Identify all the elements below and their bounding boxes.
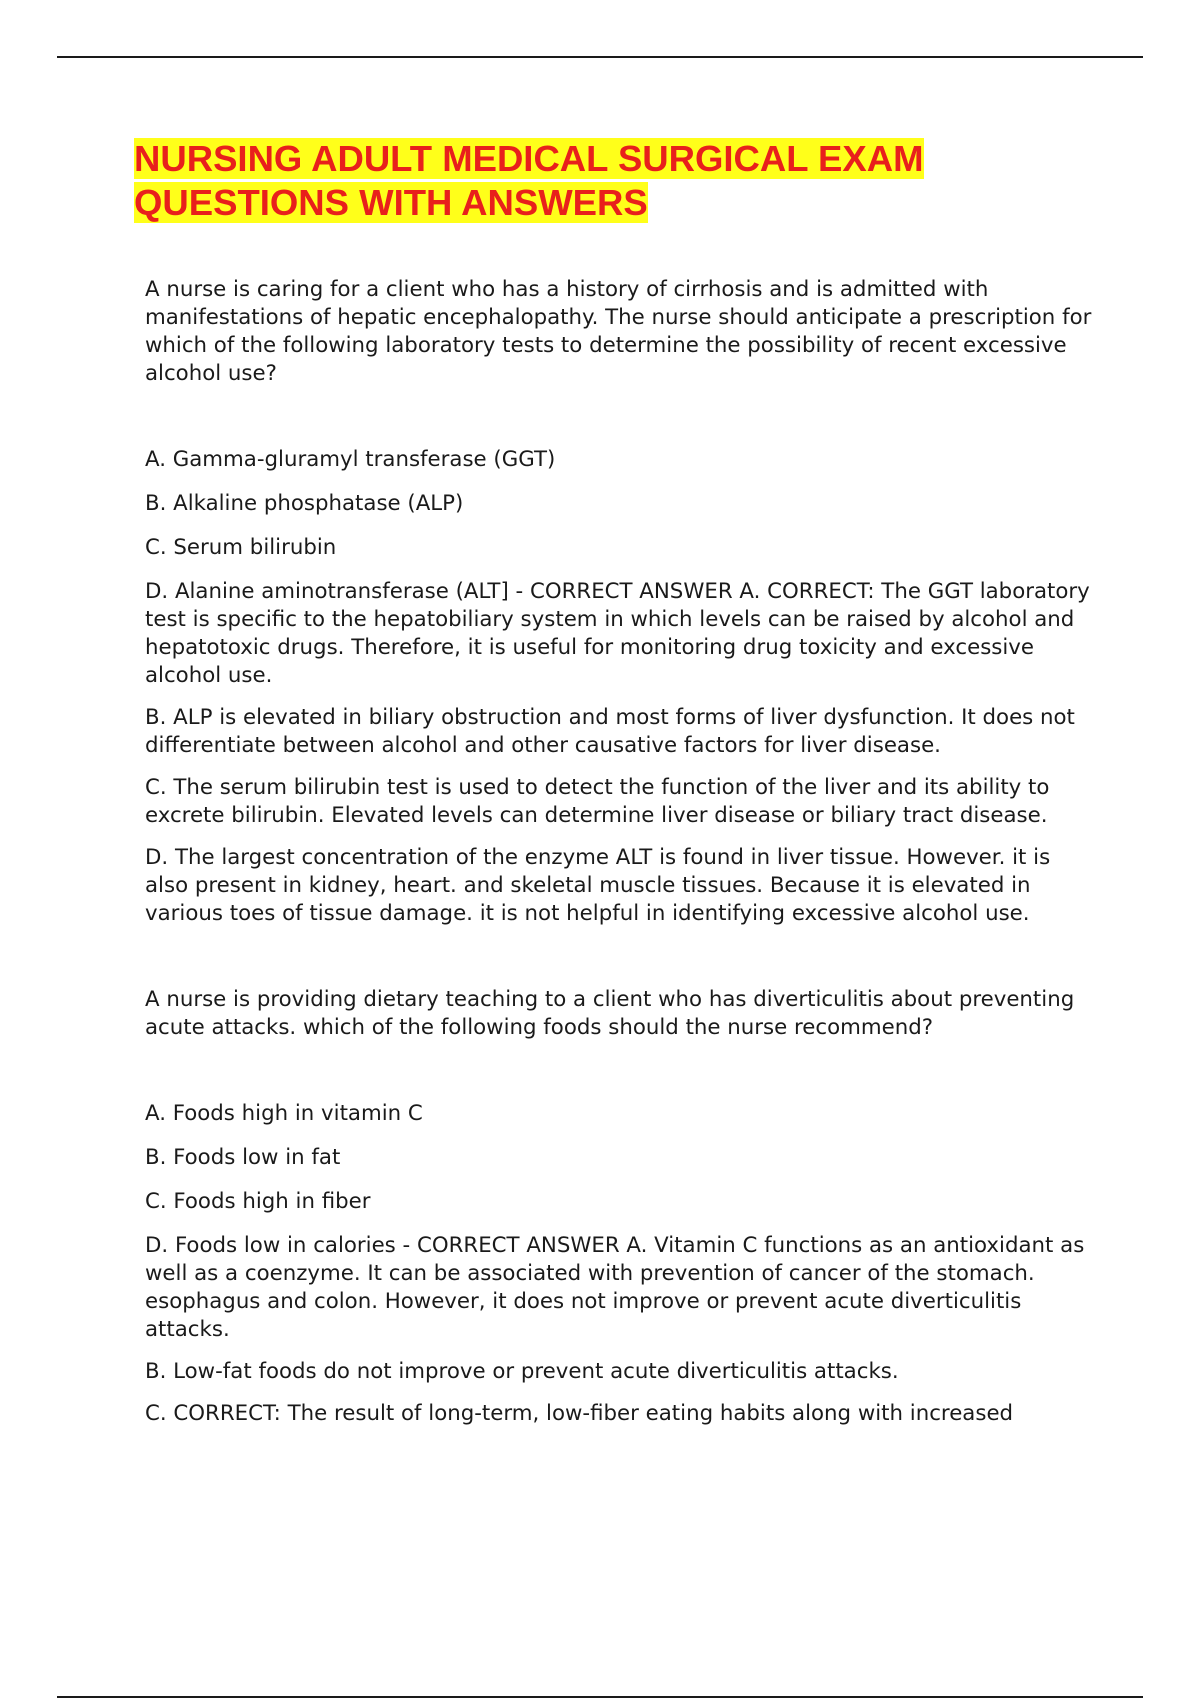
bottom-rule xyxy=(57,1696,1143,1698)
top-rule xyxy=(57,56,1143,58)
question-1-stem: A nurse is caring for a client who has a history of cirrhosis and is admitted with manifestations of hepatic encephalopathy. The nurse should anticipate a prescription for which of the following laboratory tests to determine the possibility of recent excessive alcohol use? xyxy=(145,277,1092,386)
question-1-rationale-c: C. The serum bilirubin test is used to detect the function of the liver and its ability to excrete bilirubin. Elevated levels can determine liver disease or biliary tract disease. xyxy=(145,775,1050,828)
document-title xyxy=(134,137,1034,225)
question-1-option-b: B. Alkaline phosphatase (ALP) xyxy=(145,491,464,516)
question-1-rationale-d: D. The largest concentration of the enzyme ALT is found in liver tissue. However. it is also present in kidney, heart. and skeletal muscle tissues. Because it is elevated in various toes of tissue damage. it is not helpful in identifying excessive alcohol use. xyxy=(145,845,1051,926)
question-2-rationale-c: C. CORRECT: The result of long-term, low-fiber eating habits along with increased xyxy=(145,1401,1014,1426)
question-2-stem: A nurse is providing dietary teaching to a client who has diverticulitis about preventing acute attacks. which of the following foods should the nurse recommend? xyxy=(145,987,1075,1040)
document-body xyxy=(145,276,1095,1442)
question-2-rationale-b: B. Low-fat foods do not improve or prevent acute diverticulitis attacks. xyxy=(145,1359,899,1384)
question-2-option-a: A. Foods high in vitamin C xyxy=(145,1101,423,1126)
document-title-line-2: QUESTIONS WITH ANSWERS xyxy=(134,182,648,223)
question-1-rationale-b: B. ALP is elevated in biliary obstruction and most forms of liver dysfunction. It does not differentiate between alcohol and other causative factors for liver disease. xyxy=(145,705,1075,758)
question-1-option-c: C. Serum bilirubin xyxy=(145,535,337,560)
question-1-option-a: A. Gamma-gluramyl transferase (GGT) xyxy=(145,447,556,472)
question-2-option-c: C. Foods high in fiber xyxy=(145,1189,371,1214)
document-title-line-1: NURSING ADULT MEDICAL SURGICAL EXAM xyxy=(134,138,924,179)
question-2-option-b: B. Foods low in fat xyxy=(145,1145,341,1170)
question-1-answer-paragraph: D. Alanine aminotransferase (ALT] - CORRECT ANSWER A. CORRECT: The GGT laboratory test is specific to the hepatobiliary system in which levels can be raised by alcohol and hepatotoxic drugs. Therefore, it is useful for monitoring drug toxicity and excessive alcohol use. xyxy=(145,579,1090,688)
question-2-answer-paragraph: D. Foods low in calories - CORRECT ANSWER A. Vitamin C functions as an antioxidant as well as a coenzyme. It can be associated with prevention of cancer of the stomach. esophagus and colon. However, it does not improve or prevent acute diverticulitis attacks. xyxy=(145,1233,1085,1342)
